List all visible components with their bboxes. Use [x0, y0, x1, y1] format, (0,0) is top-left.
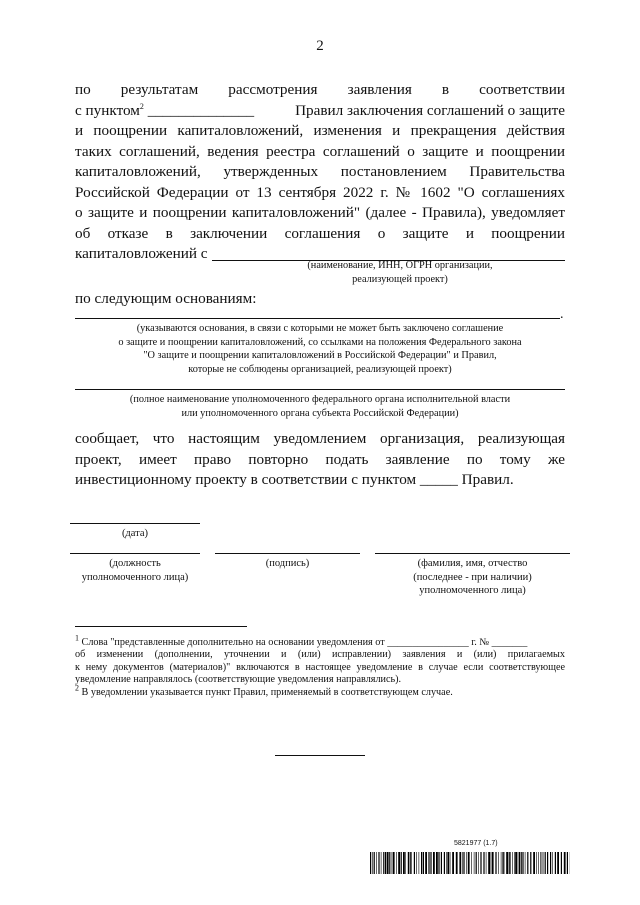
signature-field [215, 553, 360, 554]
caption-line: уполномоченного лица) [419, 585, 526, 596]
barcode-number: 5821977 (1.7) [454, 840, 498, 847]
footnote-line: уведомление направлялось (соответствующие уведомления направлялись). [75, 674, 402, 686]
signature-caption: (подпись) [265, 558, 310, 569]
text-fragment: капиталовложений с [75, 245, 208, 262]
text-line: и поощрении капиталовложений, изменения и прекращения действия [75, 122, 565, 139]
text-fragment: с пунктом [75, 101, 140, 119]
authority-caption [75, 393, 565, 420]
caption-line: (последнее - при наличии) [413, 571, 532, 583]
grounds-end: . [560, 307, 564, 322]
caption-line: или уполномоченного органа субъекта Российской Федерации) [181, 407, 459, 419]
text-line [75, 101, 565, 122]
fio-field [375, 553, 570, 554]
text-line: по результатам рассмотрения заявления в соответствии [75, 81, 565, 98]
caption-line: (наименование, ИНН, ОГРН организации, [307, 260, 493, 271]
date-field [70, 523, 200, 524]
caption-line: реализующей проект) [352, 273, 448, 285]
text-line: Российской Федерации от 13 сентября 2022 г. № 1602 "О соглашениях [75, 183, 565, 201]
caption-line: "О защите и поощрении капиталовложений в Российской Федерации" и Правил, [143, 350, 497, 361]
text-fragment: В уведомлении указывается пункт Правил, применяемый в соответствующем случае. [81, 686, 453, 698]
barcode-image [370, 852, 570, 874]
caption-line: (указываются основания, в связи с которыми не может быть заключено соглашение [136, 323, 504, 334]
footnote-line: к нему документов (материалов)" включаются в настоящее уведомление в случае если соответствующее [75, 661, 565, 673]
text-line: инвестиционному проекту в соответствии с пунктом _____ Правил. [75, 471, 514, 488]
position-caption [60, 557, 210, 584]
caption-line: (должность [109, 558, 161, 569]
text-line: капиталовложений, утвержденных постановлением Правительства [75, 163, 565, 180]
text-line: таких соглашений, ведения реестра соглашений о защите и поощрении [75, 142, 565, 160]
grounds-label: по следующим основаниям: [75, 290, 257, 307]
caption-line: (полное наименование уполномоченного федерального органа исполнительной власти [129, 394, 511, 405]
text-line: сообщает, что настоящим уведомлением организация, реализующая [75, 430, 565, 447]
caption-line: о защите и поощрении капиталовложений, со ссылками на положения Федерального закона [118, 336, 522, 348]
end-rule [275, 755, 365, 756]
caption-line: которые не соблюдены организацией, реализующей проект) [188, 363, 452, 375]
text-line: о защите и поощрении капиталовложений" (далее - Правила), уведомляет [75, 204, 565, 221]
footnote-mark: 2 [75, 683, 79, 693]
footnote-line: об изменении (дополнении, уточнении и (или) исправлении) заявления и (или) прилагаемых [75, 649, 565, 661]
authority-field [75, 389, 565, 390]
fio-caption [375, 557, 570, 598]
grounds-field [75, 318, 560, 319]
grounds-caption [75, 322, 565, 376]
blank-field: ______________ [147, 101, 255, 119]
footnote-separator [75, 626, 247, 627]
footnote-1 [75, 633, 565, 699]
page-number: 2 [316, 38, 324, 54]
footnote-ref: 2 [139, 101, 144, 111]
text-fragment: Правил заключения соглашений о защите [295, 101, 565, 119]
footnote-mark: 1 [75, 633, 79, 643]
position-field [70, 553, 200, 554]
notice-paragraph [75, 80, 565, 265]
text-line: проект, имеет право повторно подать заявление по тому же [75, 450, 565, 468]
organization-caption [250, 259, 550, 286]
text-fragment: Слова "представленные дополнительно на основании уведомления от ________________ г. № _______ [81, 637, 528, 648]
caption-line: (фамилия, имя, отчество [417, 558, 528, 569]
date-caption: (дата) [121, 528, 149, 539]
footnote-line [75, 683, 565, 699]
text-line: об отказе в заключении соглашения о защите и поощрении [75, 224, 565, 242]
result-paragraph [75, 429, 565, 491]
caption-line: уполномоченного лица) [81, 571, 189, 583]
footnote-line [75, 633, 565, 649]
